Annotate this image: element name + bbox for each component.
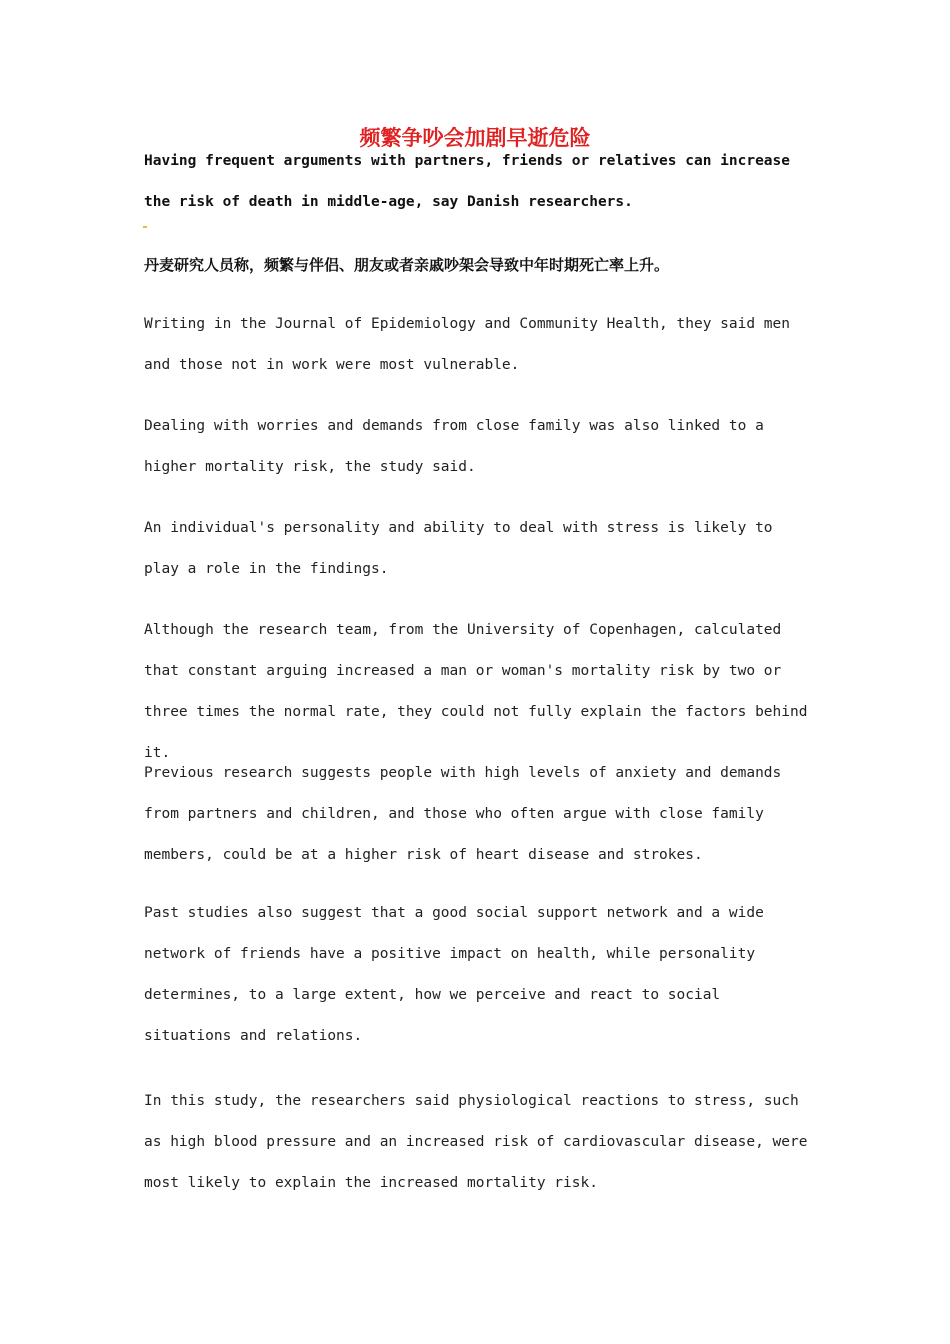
document-title: 频繁争吵会加剧早逝危险	[359, 126, 591, 150]
intro-english: Having frequent arguments with partners, friends or relatives can increase the risk of death in middle-age, say Danish researchers.	[144, 153, 799, 210]
paragraph-2: Dealing with worries and demands from close family was also linked to a higher mortality risk, the study said.	[144, 418, 773, 475]
paragraph-6: Past studies also suggest that a good social support network and a wide network of friends have a positive impact on health, while personality determines, to a large extent, how we perceive and react to social situations and relations.	[144, 905, 773, 1044]
paragraph-1: Writing in the Journal of Epidemiology and Community Health, they said men and those not in work were most vulnerable.	[144, 316, 799, 373]
paragraph-5: Previous research suggests people with high levels of anxiety and demands from partners and children, and those who often argue with close family members, could be at a higher risk of heart disease and strokes.	[144, 765, 791, 863]
paragraph-4: Although the research team, from the University of Copenhagen, calculated that constant arguing increased a man or woman's mortality risk by two or three times the normal rate, they could not fully explain the factors behind it.	[144, 622, 817, 761]
annotation-mark	[143, 226, 147, 228]
intro-chinese: 丹麦研究人员称，频繁与伴侣、朋友或者亲戚吵架会导致中年时期死亡率上升。	[144, 256, 670, 274]
paragraph-3: An individual's personality and ability to deal with stress is likely to play a role in the findings.	[144, 520, 782, 577]
paragraph-7: In this study, the researchers said physiological reactions to stress, such as high blood pressure and an increased risk of cardiovascular disease, were most likely to explain the increased mortality risk.	[144, 1093, 817, 1191]
